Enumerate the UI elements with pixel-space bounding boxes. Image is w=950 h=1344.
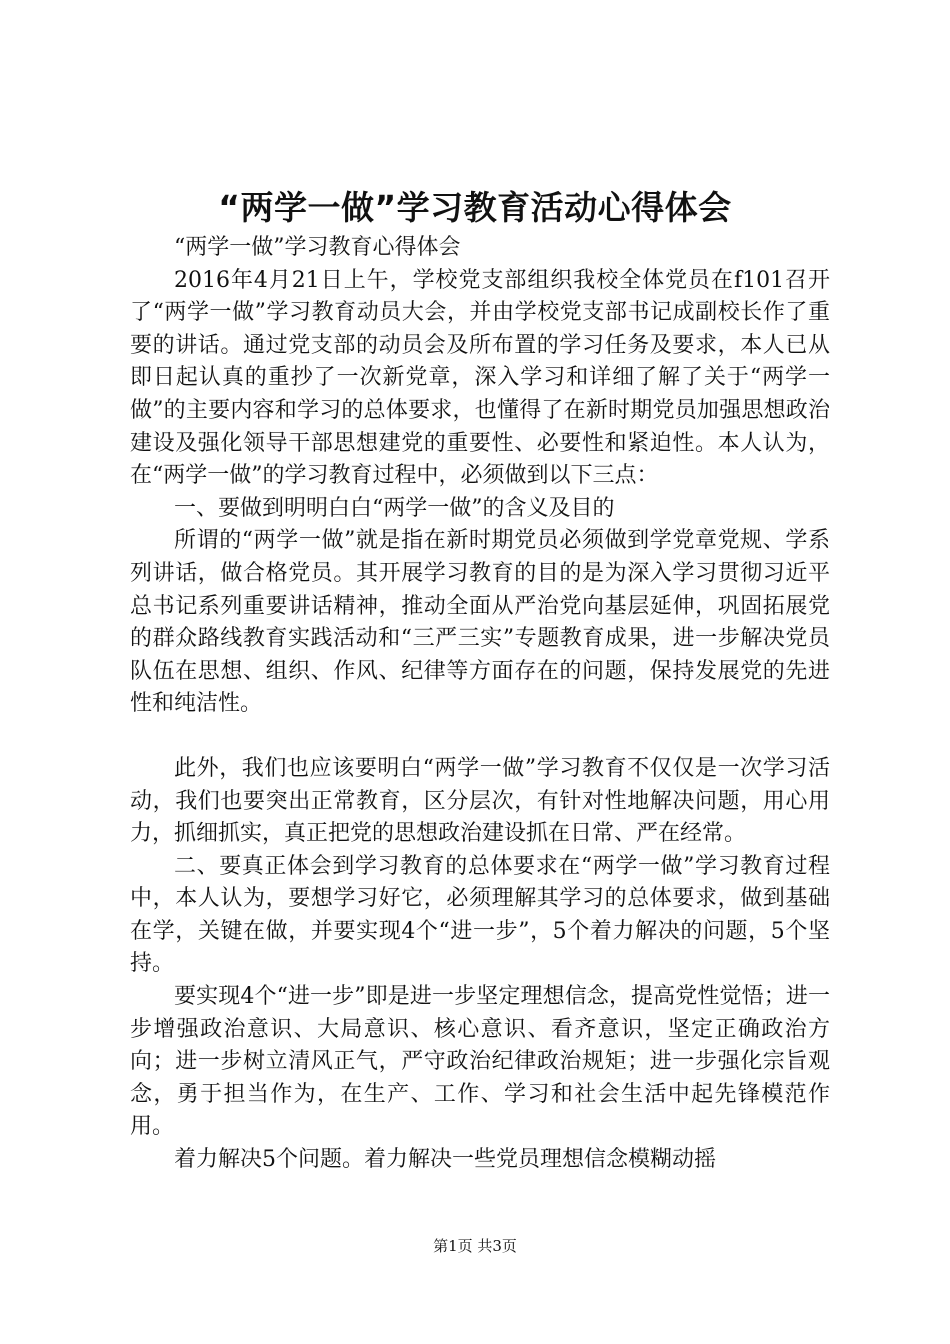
intro-paragraph: 2016年4月21日上午，学校党支部组织我校全体党员在f101召开了“两学一做”学习教育动员大会，并由学校党支部书记成副校长作了重要的讲话。通过党支部的动员会及所布置的学习任务及要求，本人已从即日起认真的重抄了一次新党章，深入学习和详细了解了关于“两学一做”的主要内容和学习的总体要求，也懂得了在新时期党员加强思想政治建设及强化领导干部思想建党的重要性、必要性和紧迫性。本人认为，在“两学一做”的学习教育过程中，必须做到以下三点： <box>130 267 830 489</box>
page-footer: 第1页 共3页 <box>433 1237 517 1255</box>
five-problems-paragraph: 着力解决5个问题。着力解决一些党员理想信念模糊动摇 <box>174 1147 716 1173</box>
document-body <box>130 232 830 1177</box>
additional-paragraph: 此外，我们也应该要明白“两学一做”学习教育不仅仅是一次学习活动，我们也要突出正常教育，区分层次，有针对性地解决问题，用心用力，抓细抓实，真正把党的思想政治建设抓在日常、严在经常。 <box>130 755 830 847</box>
section-heading-1: 一、要做到明明白白“两学一做”的含义及目的 <box>174 495 615 521</box>
meaning-paragraph: 所谓的“两学一做”就是指在新时期党员必须做到学党章党规、学系列讲话，做合格党员。其开展学习教育的目的是为深入学习贯彻习近平总书记系列重要讲话精神，推动全面从严治党向基层延伸，巩固拓展党的群众路线教育实践活动和“三严三实”专题教育成果，进一步解决党员队伍在思想、组织、作风、纪律等方面存在的问题，保持发展党的先进性和纯洁性。 <box>130 528 830 717</box>
four-steps-paragraph: 要实现4个“进一步”即是进一步坚定理想信念，提高党性觉悟；进一步增强政治意识、大局意识、核心意识、看齐意识，坚定正确政治方向；进一步树立清风正气，严守政治纪律政治规矩；进一步强化宗旨观念，勇于担当作为，在生产、工作、学习和社会生活中起先锋模范作用。 <box>130 984 830 1140</box>
document-title: “两学一做”学习教育活动心得体会 <box>218 188 732 227</box>
section-heading-2-paragraph: 二、要真正体会到学习教育的总体要求在“两学一做”学习教育过程中，本人认为，要想学习好它，必须理解其学习的总体要求，做到基础在学，关键在做，并要实现4个“进一步”，5个着力解决的问题，5个坚持。 <box>130 853 830 977</box>
subtitle-paragraph: “两学一做”学习教育心得体会 <box>174 235 461 260</box>
